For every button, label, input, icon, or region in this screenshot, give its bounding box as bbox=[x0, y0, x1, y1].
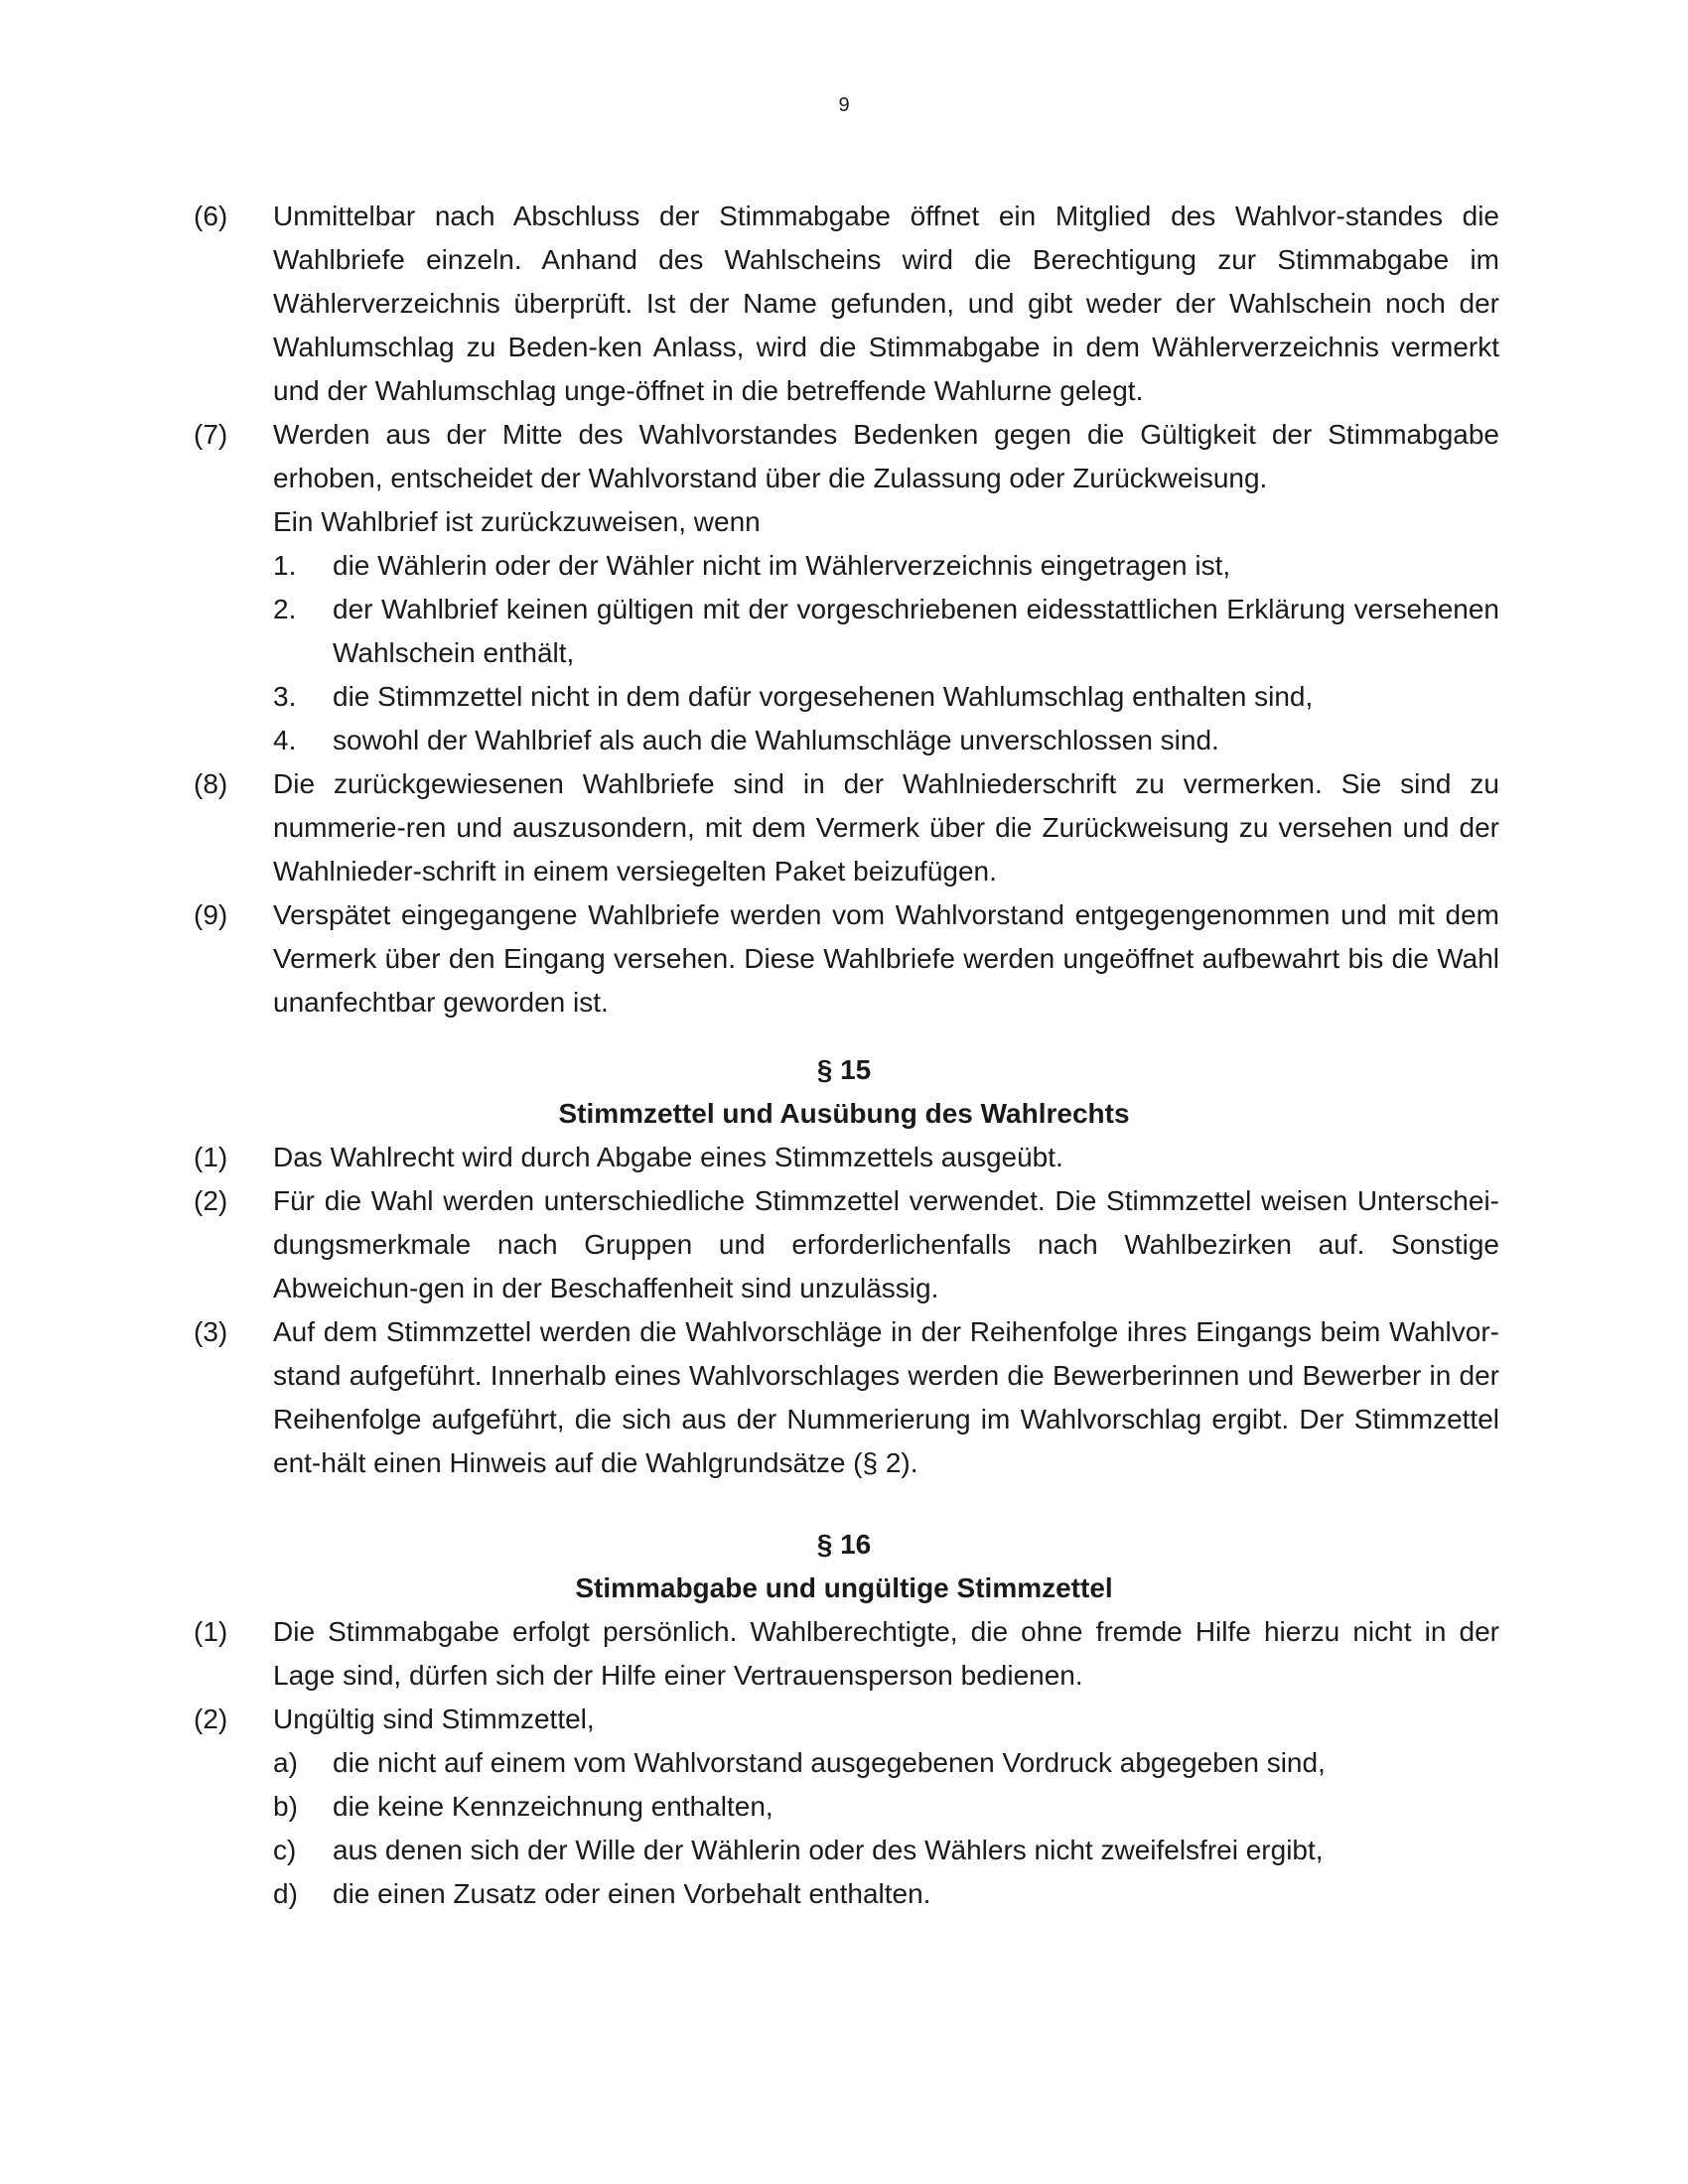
paragraph-number: (9) bbox=[194, 899, 228, 930]
section-15-paragraph-3 bbox=[194, 1310, 1499, 1485]
page-number: 9 bbox=[838, 94, 850, 116]
paragraph-6 bbox=[194, 195, 1499, 413]
paragraph-text: Verspätet eingegangene Wahlbriefe werden vom Wahlvorstand entgegengenommen und mit dem Vermerk über den Eingang versehen. Diese Wahlbriefe werden ungeöffnet aufbewahrt bis die Wahl unanfechtbar geworden ist. bbox=[273, 899, 1499, 1018]
section-15-paragraph-1 bbox=[194, 1136, 1499, 1179]
paragraph-number: (2) bbox=[194, 1704, 228, 1734]
paragraph-7 bbox=[194, 413, 1499, 544]
list-label: 1. bbox=[273, 550, 297, 581]
paragraph-number: (8) bbox=[194, 768, 228, 799]
list-item bbox=[194, 1785, 1499, 1829]
list-label: 4. bbox=[273, 725, 297, 755]
paragraph-text: Für die Wahl werden unterschiedliche Stimmzettel verwendet. Die Stimmzettel weisen Unterschei-dungsmerkmale nach Gruppen und erforderlichenfalls nach Wahlbezirken auf. Sonstige Abweichun-gen in der Beschaffenheit sind unzulässig. bbox=[273, 1185, 1499, 1303]
list-item bbox=[194, 1829, 1499, 1872]
paragraph-number: (3) bbox=[194, 1316, 228, 1347]
list-text: sowohl der Wahlbrief als auch die Wahlumschläge unverschlossen sind. bbox=[333, 725, 1219, 755]
section-16-body bbox=[194, 1610, 1499, 1916]
list-text: die keine Kennzeichnung enthalten, bbox=[333, 1791, 774, 1822]
paragraph-text: Werden aus der Mitte des Wahlvorstandes Bedenken gegen die Gültigkeit der Stimmabgabe erhoben, entscheidet der Wahlvorstand über die Zulassung oder Zurückweisung. bbox=[273, 419, 1499, 493]
list-label: 3. bbox=[273, 681, 297, 712]
list-item bbox=[194, 588, 1499, 675]
paragraph-9 bbox=[194, 893, 1499, 1024]
paragraph-number: (1) bbox=[194, 1142, 228, 1172]
paragraph-number: (2) bbox=[194, 1185, 228, 1216]
list-label: b) bbox=[273, 1791, 298, 1822]
list-label: d) bbox=[273, 1878, 298, 1909]
paragraph-text: Ein Wahlbrief ist zurückzuweisen, wenn bbox=[273, 506, 761, 537]
paragraph-number: (7) bbox=[194, 419, 228, 450]
list-item bbox=[194, 1741, 1499, 1785]
section-16-title: Stimmabgabe und ungültige Stimmzettel bbox=[575, 1572, 1113, 1603]
section-15-title: Stimmzettel und Ausübung des Wahlrechts bbox=[558, 1098, 1130, 1129]
list-text: die einen Zusatz oder einen Vorbehalt enthalten. bbox=[333, 1878, 931, 1909]
list-label: a) bbox=[273, 1747, 298, 1778]
list-label: 2. bbox=[273, 594, 297, 624]
list-item bbox=[194, 1872, 1499, 1916]
list-label: c) bbox=[273, 1835, 297, 1865]
paragraph-number: (6) bbox=[194, 201, 228, 231]
list-text: die Stimmzettel nicht in dem dafür vorgesehenen Wahlumschlag enthalten sind, bbox=[333, 681, 1314, 712]
section-16-paragraph-1 bbox=[194, 1610, 1499, 1698]
section-16-number: § 16 bbox=[816, 1529, 872, 1560]
paragraph-text: Die Stimmabgabe erfolgt persönlich. Wahlberechtigte, die ohne fremde Hilfe hierzu nicht in der Lage sind, dürfen sich der Hilfe einer Vertrauensperson bedienen. bbox=[273, 1616, 1499, 1691]
paragraph-block-1 bbox=[194, 195, 1499, 1024]
paragraph-text: Ungültig sind Stimmzettel, bbox=[273, 1704, 595, 1734]
paragraph-8 bbox=[194, 762, 1499, 893]
section-15-paragraph-2 bbox=[194, 1179, 1499, 1310]
list-item bbox=[194, 544, 1499, 588]
list-item bbox=[194, 675, 1499, 719]
paragraph-text: Auf dem Stimmzettel werden die Wahlvorschläge in der Reihenfolge ihres Eingangs beim Wahlvor-stand aufgeführt. Innerhalb eines Wahlvorschlages werden die Bewerberinnen und Bewerber in der Reihenfolge aufgeführt, die sich aus der Nummerierung im Wahlvorschlag ergibt. Der Stimmzettel ent-hält einen Hinweis auf die Wahlgrundsätze (§ 2). bbox=[273, 1316, 1499, 1478]
list-text: die nicht auf einem vom Wahlvorstand ausgegebenen Vordruck abgegeben sind, bbox=[333, 1747, 1326, 1778]
section-15-number: § 15 bbox=[816, 1054, 872, 1085]
section-16-paragraph-2 bbox=[194, 1698, 1499, 1741]
list-text: der Wahlbrief keinen gültigen mit der vorgeschriebenen eidesstattlichen Erklärung versehenen Wahlschein enthält, bbox=[333, 594, 1499, 668]
list-text: aus denen sich der Wille der Wählerin oder des Wählers nicht zweifelsfrei ergibt, bbox=[333, 1835, 1324, 1865]
paragraph-text: Das Wahlrecht wird durch Abgabe eines Stimmzettels ausgeübt. bbox=[273, 1142, 1063, 1172]
paragraph-number: (1) bbox=[194, 1616, 228, 1647]
list-item bbox=[194, 719, 1499, 762]
list-text: die Wählerin oder der Wähler nicht im Wählerverzeichnis eingetragen ist, bbox=[333, 550, 1231, 581]
paragraph-text: Unmittelbar nach Abschluss der Stimmabgabe öffnet ein Mitglied des Wahlvor-standes die Wahlbriefe einzeln. Anhand des Wahlscheins wird die Berechtigung zur Stimmabgabe im Wählerverzeichnis überprüft. Ist der Name gefunden, und gibt weder der Wahlschein noch der Wahlumschlag zu Beden-ken Anlass, wird die Stimmabgabe in dem Wählerverzeichnis vermerkt und der Wahlumschlag unge-öffnet in die betreffende Wahlurne gelegt. bbox=[273, 201, 1499, 406]
section-15-body bbox=[194, 1136, 1499, 1485]
paragraph-text: Die zurückgewiesenen Wahlbriefe sind in der Wahlniederschrift zu vermerken. Sie sind zu nummerie-ren und auszusondern, mit dem Vermerk über die Zurückweisung zu versehen und der Wahlnieder-schrift in einem versiegelten Paket beizufügen. bbox=[273, 768, 1499, 887]
